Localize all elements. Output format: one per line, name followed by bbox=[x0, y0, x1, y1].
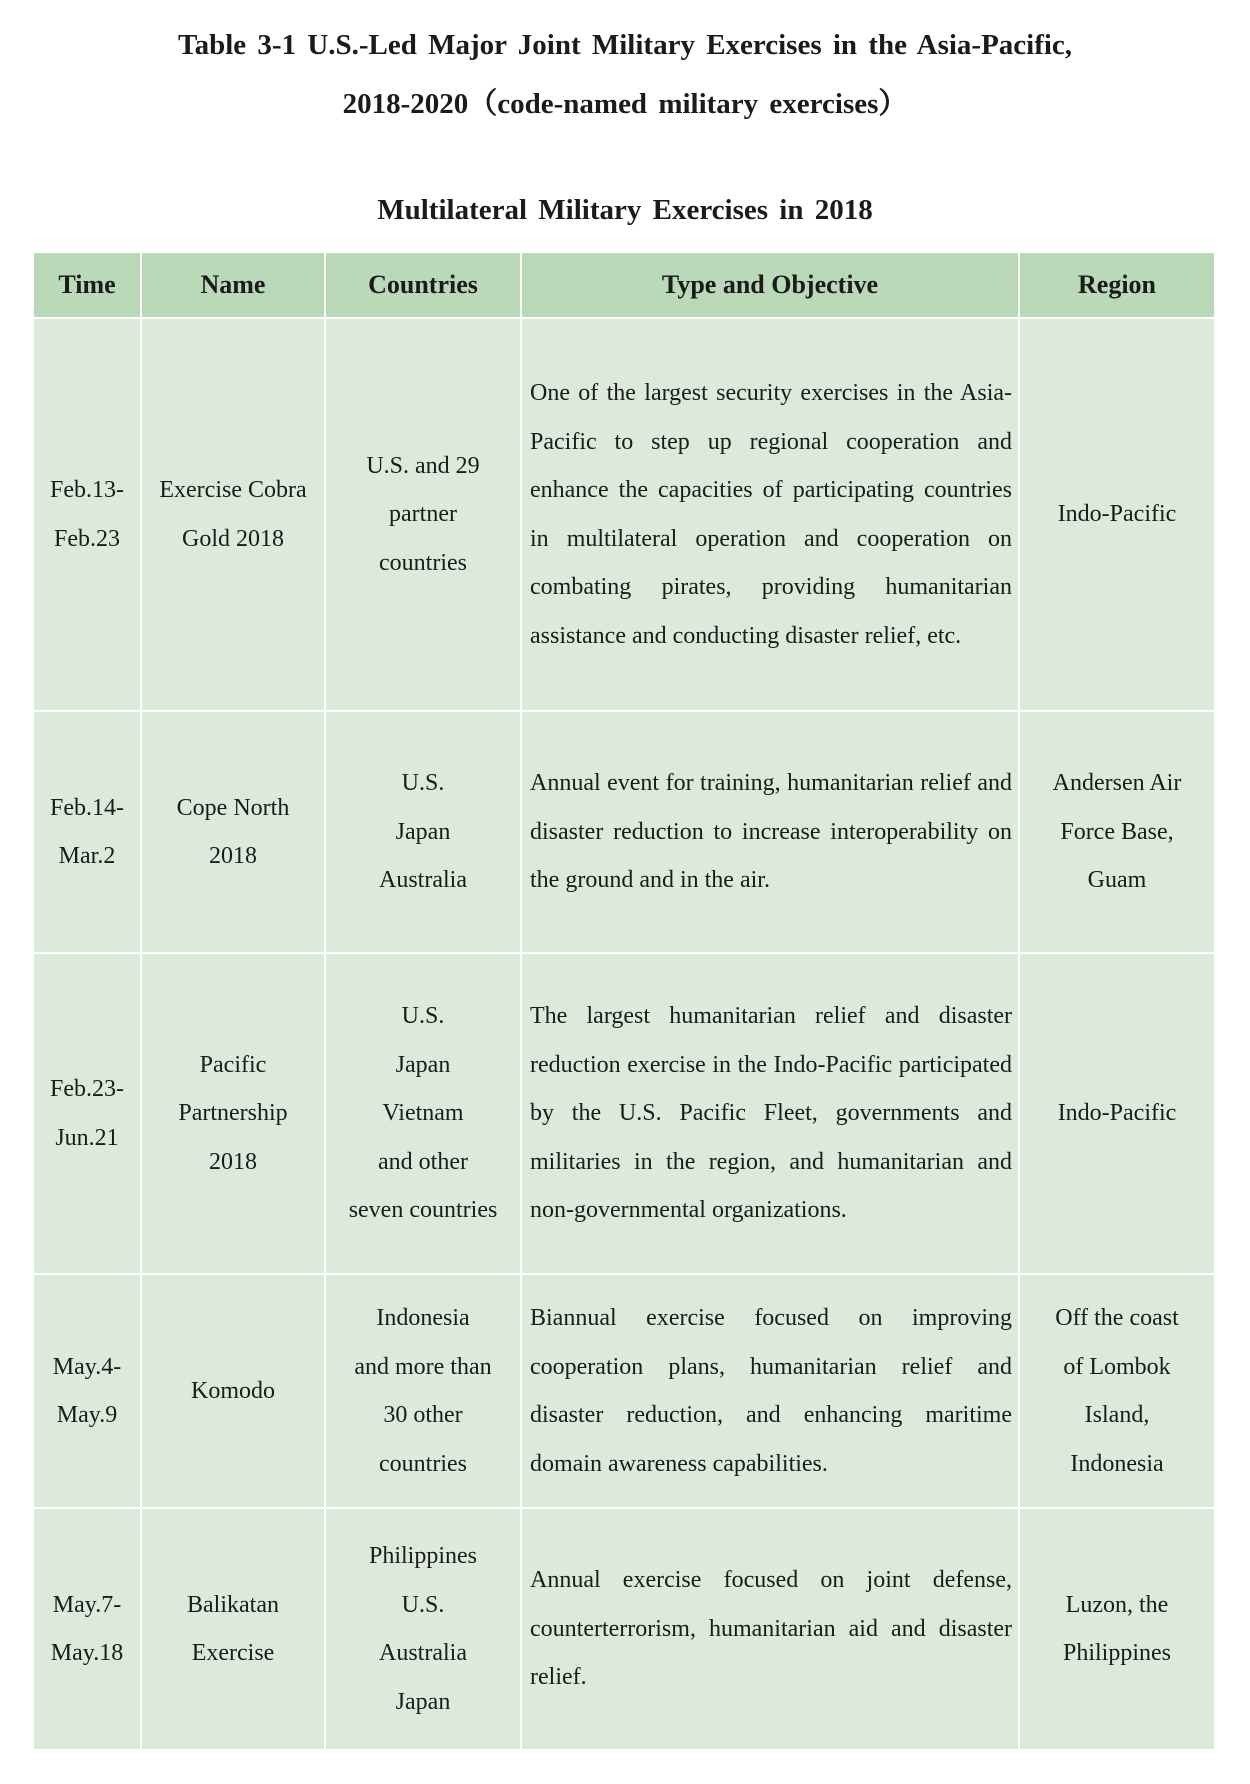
cell-line: Indonesia bbox=[376, 1305, 470, 1331]
section-title: Multilateral Military Exercises in 2018 bbox=[377, 194, 873, 226]
cell-line: Cope North bbox=[176, 794, 290, 821]
header-region: Region bbox=[1019, 252, 1215, 318]
cell-countries bbox=[325, 318, 521, 711]
cell-name bbox=[141, 318, 325, 711]
cell-time bbox=[33, 1508, 141, 1750]
cell-region bbox=[1019, 953, 1215, 1274]
cell-objective: Annual event for training, humanitarian relief and disaster reduction to increase interoperability on the ground and in the air. bbox=[521, 711, 1019, 953]
cell-line: Indonesia bbox=[1070, 1450, 1164, 1477]
cell-line: Vietnam bbox=[382, 1100, 464, 1127]
table-row bbox=[33, 1274, 1215, 1508]
cell-name bbox=[141, 1508, 325, 1750]
cell-line: Guam bbox=[1087, 867, 1147, 894]
header-time: Time bbox=[33, 252, 141, 318]
cell-countries bbox=[325, 1274, 521, 1508]
cell-line: Jun.21 bbox=[55, 1124, 119, 1151]
cell-line: partner bbox=[389, 501, 457, 528]
table-row bbox=[33, 1508, 1215, 1750]
cell-line: U.S. bbox=[401, 1591, 445, 1618]
cell-region bbox=[1019, 1274, 1215, 1508]
cell-line: Indo-Pacific bbox=[1057, 501, 1177, 528]
cell-line: Force Base, bbox=[1060, 818, 1174, 845]
document-title-line-2: 2018-2020（code-named military exercises） bbox=[342, 88, 908, 120]
cell-region bbox=[1019, 711, 1215, 953]
cell-line: Feb.13- bbox=[50, 477, 124, 503]
table-row bbox=[33, 318, 1215, 711]
cell-line: Japan bbox=[395, 1051, 451, 1078]
cell-line: seven countries bbox=[348, 1197, 498, 1224]
cell-line: countries bbox=[379, 1450, 467, 1477]
cell-name bbox=[141, 1274, 325, 1508]
cell-countries bbox=[325, 953, 521, 1274]
cell-time bbox=[33, 711, 141, 953]
cell-line: Pacific bbox=[199, 1051, 267, 1078]
cell-line: Island, bbox=[1084, 1402, 1150, 1428]
cell-line: Luzon, the bbox=[1065, 1591, 1169, 1618]
cell-line: Feb.23- bbox=[50, 1076, 124, 1102]
cell-time bbox=[33, 953, 141, 1274]
cell-objective: The largest humanitarian relief and disaster reduction exercise in the Indo-Pacific participated by the U.S. Pacific Fleet, governments and militaries in the region, and humanitarian and non-governmental organizations. bbox=[521, 953, 1019, 1274]
cell-line: U.S. bbox=[401, 1003, 445, 1030]
cell-line: Komodo bbox=[191, 1377, 275, 1404]
document-title-line-1: Table 3-1 U.S.-Led Major Joint Military Exercises in the Asia-Pacific, bbox=[177, 29, 1073, 61]
cell-line: Indo-Pacific bbox=[1057, 1100, 1177, 1127]
cell-line: Philippines bbox=[368, 1543, 477, 1569]
header-countries: Countries bbox=[325, 252, 521, 318]
cell-line: Exercise bbox=[191, 1640, 275, 1666]
cell-line: Feb.23 bbox=[54, 525, 120, 552]
cell-line: May.4- bbox=[52, 1353, 122, 1380]
header-type-objective: Type and Objective bbox=[521, 252, 1019, 318]
cell-name bbox=[141, 953, 325, 1274]
cell-name bbox=[141, 711, 325, 953]
cell-objective: Biannual exercise focused on improving cooperation plans, humanitarian relief and disaster reduction, and enhancing maritime domain awareness capabilities. bbox=[521, 1274, 1019, 1508]
cell-line: 30 other bbox=[383, 1402, 463, 1428]
table-header-row bbox=[33, 252, 1215, 318]
cell-line: Andersen Air bbox=[1052, 770, 1182, 797]
cell-line: 2018 bbox=[209, 843, 257, 869]
cell-line: and more than bbox=[354, 1353, 492, 1380]
cell-line: Feb.14- bbox=[50, 794, 124, 821]
cell-time bbox=[33, 1274, 141, 1508]
table-row bbox=[33, 711, 1215, 953]
cell-countries bbox=[325, 711, 521, 953]
document-title bbox=[0, 16, 1250, 134]
cell-line: Philippines bbox=[1062, 1640, 1171, 1666]
cell-line: U.S. and 29 bbox=[366, 452, 480, 479]
cell-objective: Annual exercise focused on joint defense, counterterrorism, humanitarian aid and disaster relief. bbox=[521, 1508, 1019, 1750]
cell-line: and other bbox=[378, 1148, 468, 1175]
cell-line: Off the coast bbox=[1055, 1305, 1179, 1331]
exercises-table bbox=[32, 251, 1216, 1751]
cell-line: countries bbox=[379, 549, 467, 576]
cell-countries bbox=[325, 1508, 521, 1750]
cell-line: Japan bbox=[395, 818, 451, 845]
cell-line: Partnership bbox=[178, 1100, 288, 1127]
cell-line: Australia bbox=[379, 1640, 467, 1666]
header-name: Name bbox=[141, 252, 325, 318]
cell-line: U.S. bbox=[401, 770, 445, 797]
cell-line: 2018 bbox=[209, 1148, 257, 1175]
table-row bbox=[33, 953, 1215, 1274]
cell-line: May.7- bbox=[52, 1591, 122, 1618]
cell-line: of Lombok bbox=[1063, 1353, 1171, 1380]
cell-line: Balikatan bbox=[187, 1591, 279, 1618]
cell-line: May.18 bbox=[50, 1640, 124, 1666]
cell-objective: One of the largest security exercises in the Asia-Pacific to step up regional cooperation and enhance the capacities of participating countries in multilateral operation and cooperation on combating pirates, providing humanitarian assistance and conducting disaster relief, etc. bbox=[521, 318, 1019, 711]
cell-line: Australia bbox=[379, 867, 467, 894]
cell-region bbox=[1019, 318, 1215, 711]
cell-region bbox=[1019, 1508, 1215, 1750]
cell-time bbox=[33, 318, 141, 711]
cell-line: Exercise Cobra bbox=[159, 477, 307, 503]
cell-line: Mar.2 bbox=[58, 843, 116, 869]
cell-line: May.9 bbox=[56, 1402, 118, 1428]
cell-line: Japan bbox=[395, 1688, 451, 1715]
cell-line: Gold 2018 bbox=[182, 525, 284, 552]
